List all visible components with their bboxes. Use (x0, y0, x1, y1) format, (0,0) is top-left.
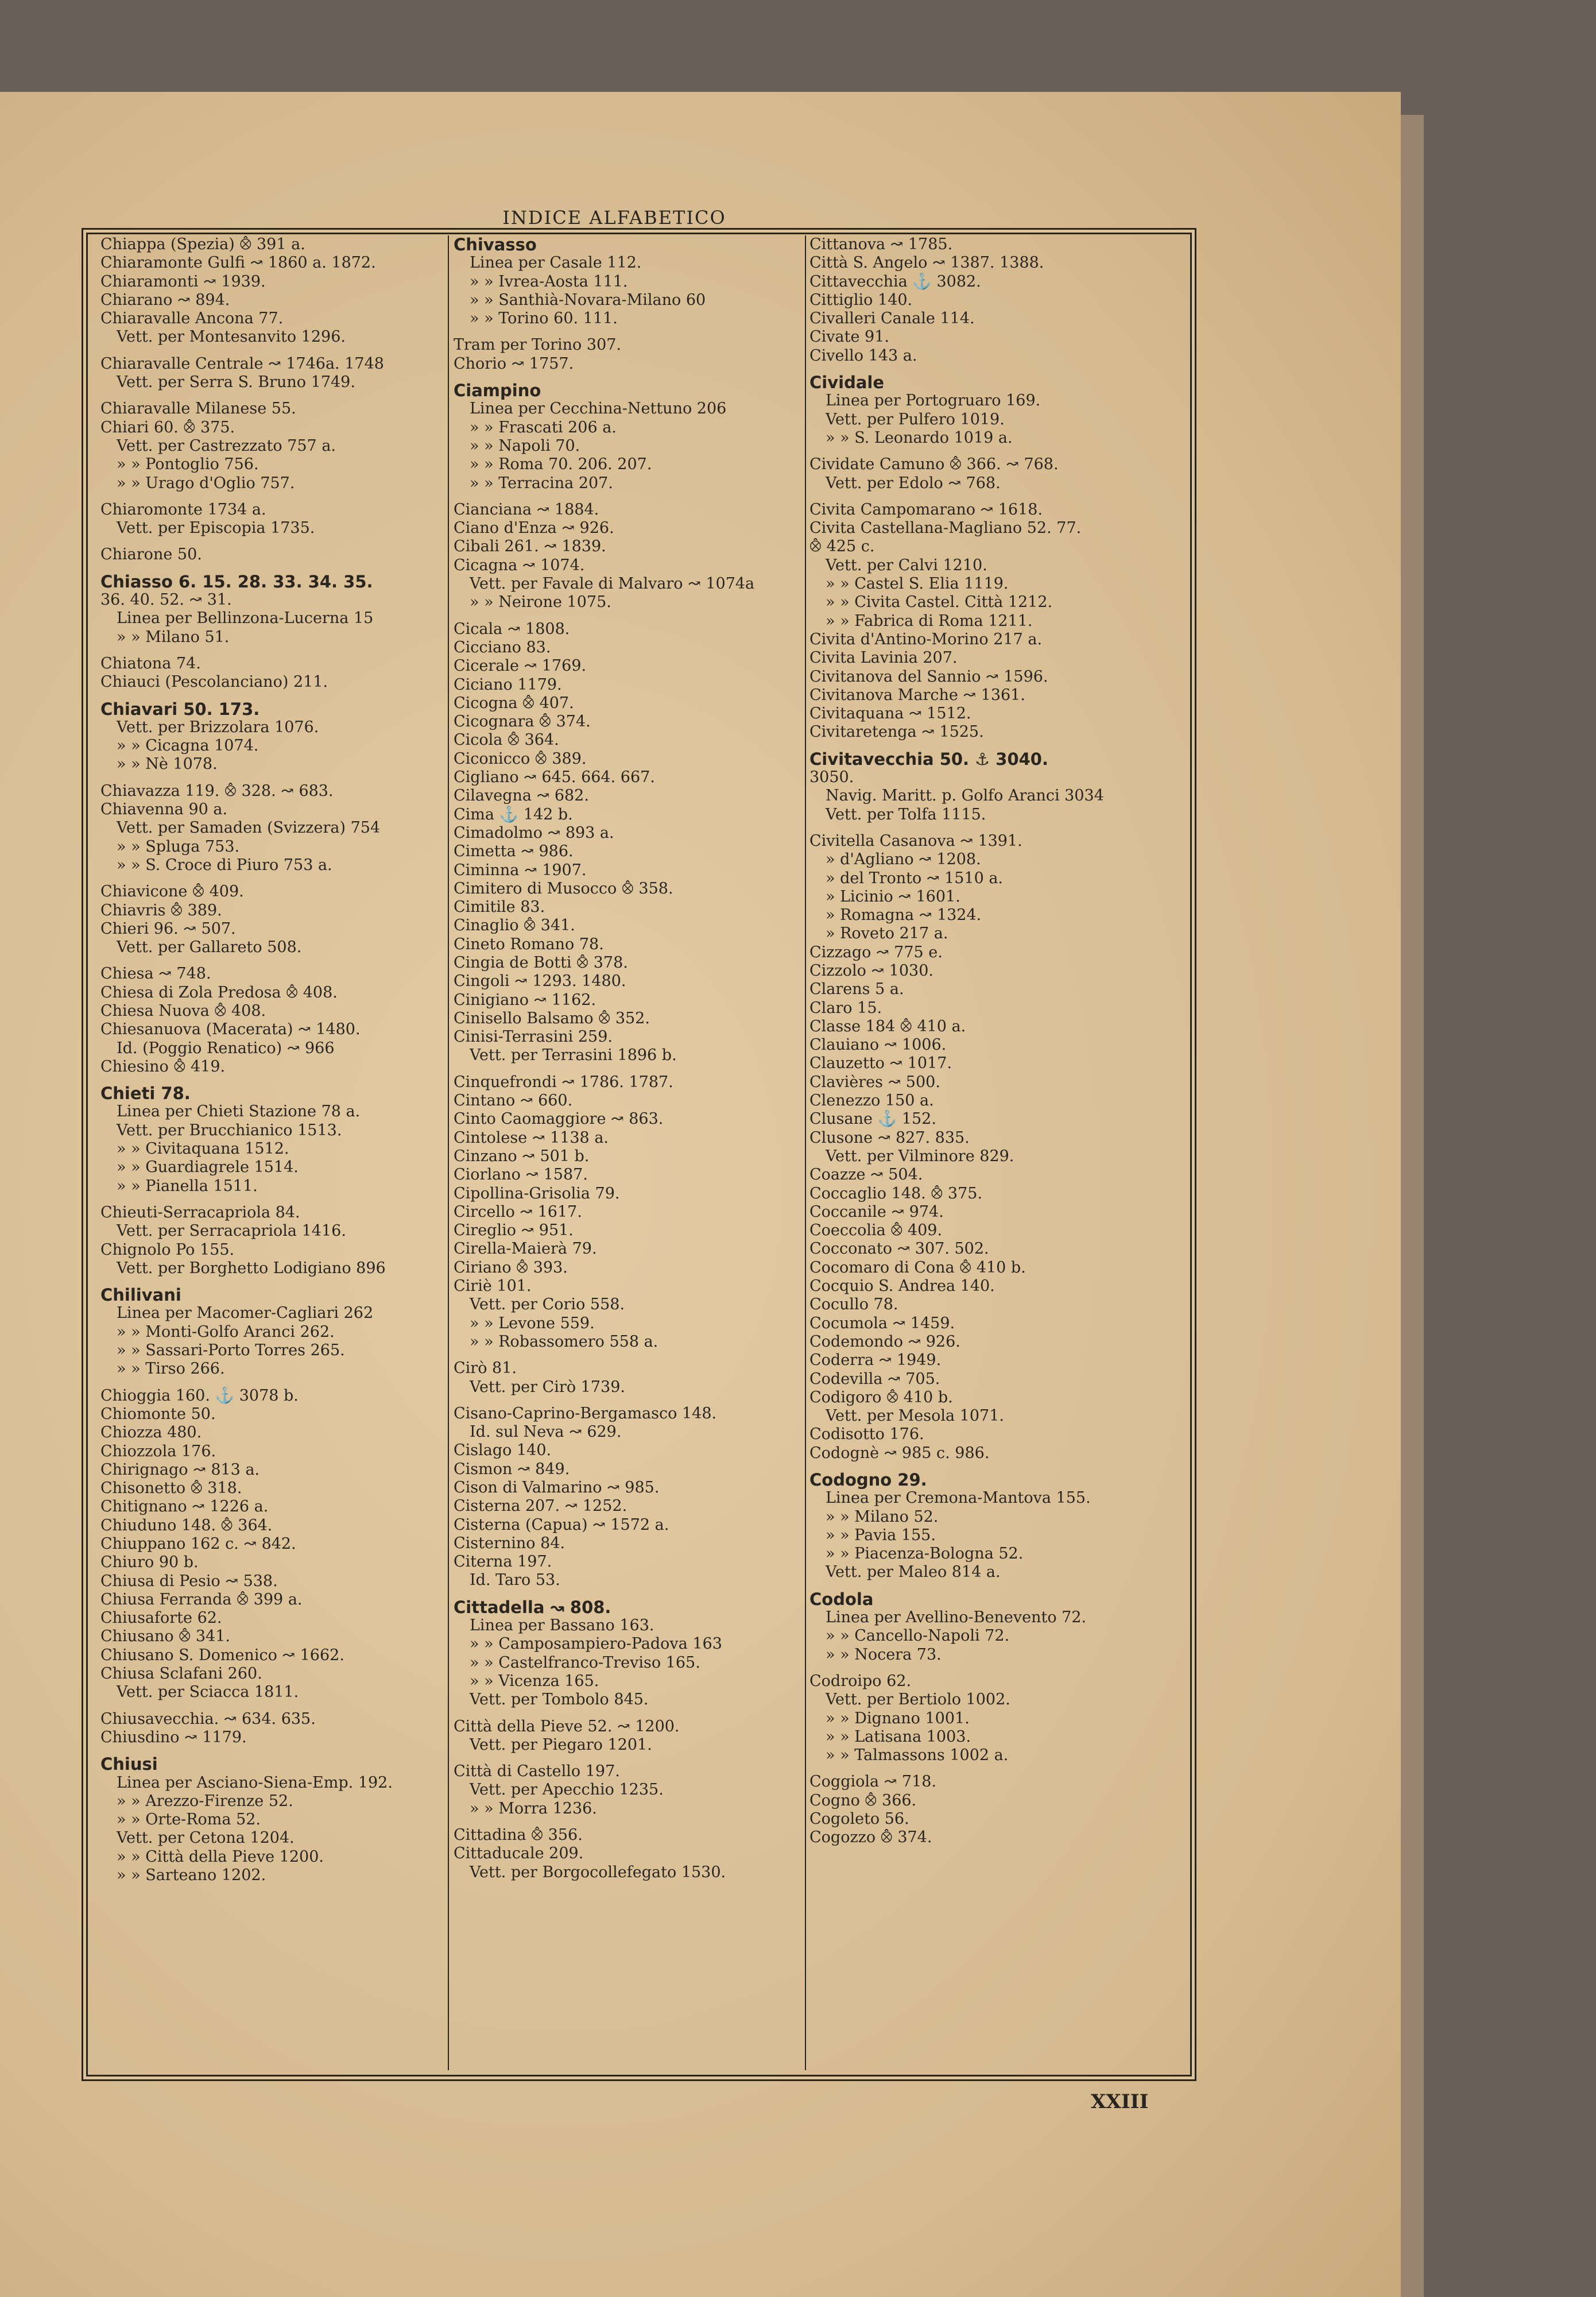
index-entry: Linea per Cecchina-Nettuno 206 (470, 400, 727, 418)
index-entry: Cizzolo ↝ 1030. (809, 961, 933, 980)
index-entry: Cibali 261. ↝ 1839. (454, 537, 606, 556)
index-heading: Chiusi (100, 1754, 158, 1774)
index-entry: Cisterna 207. ↝ 1252. (454, 1497, 627, 1515)
entry-gap (454, 1590, 804, 1598)
entry-gap (100, 347, 445, 355)
page-edge (1401, 115, 1424, 2297)
index-entry: » » Castelfranco-Treviso 165. (470, 1653, 700, 1672)
index-entry: Chieri 96. ↝ 507. (100, 919, 236, 938)
entry-gap (809, 742, 1183, 750)
index-entry: » » Morra 1236. (470, 1799, 597, 1818)
index-entry: Id. Taro 53. (470, 1571, 560, 1590)
index-entry: Chiusano ⨶ 341. (100, 1627, 230, 1646)
index-entry: Cireglio ↝ 951. (454, 1221, 574, 1240)
entry-gap (100, 1747, 445, 1755)
index-entry: Cingoli ↝ 1293. 1480. (454, 972, 626, 991)
index-entry: Vett. per Serracapriola 1416. (117, 1222, 346, 1240)
index-entry: Ciconicco ⨶ 389. (454, 749, 587, 768)
index-entry: Chiusaforte 62. (100, 1609, 222, 1627)
index-entry: » » Piacenza-Bologna 52. (826, 1545, 1024, 1563)
index-entry: Cimitile 83. (454, 898, 545, 917)
index-entry: Cison di Valmarino ↝ 985. (454, 1479, 660, 1496)
index-entry: Coccanile ↝ 974. (809, 1202, 944, 1221)
index-entry: » » Spluga 753. (117, 837, 240, 856)
entry-gap (100, 647, 445, 655)
entry-gap (809, 1765, 1183, 1773)
index-entry: Vett. per Gallareto 508. (117, 938, 302, 957)
index-entry: Civalleri Canale 114. (809, 310, 975, 328)
index-entry: » » Civita Castel. Città 1212. (826, 593, 1053, 612)
index-entry: Chiarone 50. (100, 546, 202, 564)
entry-gap (454, 1351, 804, 1359)
entry-gap (100, 537, 445, 546)
index-entry: Vett. per Favale di Malvaro ↝ 1074a (470, 575, 755, 593)
index-entry: Civitaquana ↝ 1512. (809, 705, 971, 723)
entry-gap (454, 1754, 804, 1762)
index-entry: Città S. Angelo ↝ 1387. 1388. (809, 254, 1044, 272)
index-entry: Clarens 5 a. (809, 980, 904, 999)
index-entry: » » Orte-Roma 52. (117, 1811, 261, 1829)
index-heading: Ciampino (454, 381, 541, 401)
index-entry: Chiomonte 50. (100, 1405, 216, 1423)
index-entry: Chisonetto ⨶ 318. (100, 1479, 242, 1498)
index-entry: Clusone ↝ 827. 835. (809, 1128, 970, 1147)
index-entry: Codigoro ⨶ 410 b. (809, 1388, 953, 1406)
column-rule (805, 235, 806, 2070)
entry-gap (809, 1664, 1183, 1672)
index-entry: » Romagna ↝ 1324. (826, 906, 982, 925)
index-entry: Chiaramonti ↝ 1939. (100, 272, 266, 291)
entry-gap (809, 1582, 1183, 1590)
index-entry: Chiuro 90 b. (100, 1553, 199, 1572)
index-entry: Coazze ↝ 504. (809, 1166, 923, 1184)
index-entry: » » Torino 60. 111. (470, 310, 618, 328)
index-heading: Cividale (809, 373, 885, 393)
entry-gap (100, 1278, 445, 1286)
index-entry: Vett. per Maleo 814 a. (826, 1563, 1001, 1581)
index-entry: » » Frascati 206 a. (470, 418, 617, 436)
index-entry: Cimetta ↝ 986. (454, 842, 574, 861)
entry-gap (100, 774, 445, 782)
index-entry: Cisternino 84. (454, 1534, 565, 1552)
index-entry: Civitaretenga ↝ 1525. (809, 723, 984, 741)
index-entry: Vett. per Montesanvito 1296. (117, 328, 346, 346)
index-entry: Chorio ↝ 1757. (454, 354, 574, 373)
index-entry: Chiarano ↝ 894. (100, 291, 230, 309)
index-entry: Cittiglio 140. (809, 291, 913, 309)
index-entry: » » S. Croce di Piuro 753 a. (117, 856, 332, 874)
index-entry: » » Napoli 70. (470, 436, 580, 455)
index-entry: Chiesino ⨶ 419. (100, 1057, 226, 1076)
index-entry: » » Cicagna 1074. (117, 737, 259, 755)
index-entry: Chiauci (Pescolanciano) 211. (100, 673, 328, 691)
index-entry: Chiusa di Pesio ↝ 538. (100, 1572, 278, 1590)
index-entry: Chiaravalle Ancona 77. (100, 310, 284, 328)
entry-gap (454, 493, 804, 501)
index-entry: Cogno ⨶ 366. (809, 1791, 917, 1809)
index-entry: Vett. per Terrasini 1896 b. (470, 1046, 677, 1065)
index-entry: Vett. per Episcopia 1735. (117, 519, 315, 537)
index-entry: Chioggia 160. ⚓ 3078 b. (100, 1386, 299, 1405)
entry-gap (100, 493, 445, 501)
index-entry: » » Sassari-Porto Torres 265. (117, 1341, 345, 1360)
index-entry: Cintolese ↝ 1138 a. (454, 1128, 609, 1147)
index-entry: Chiaravalle Centrale ↝ 1746a. 1748 (100, 354, 384, 373)
index-entry: Civita Campomarano ↝ 1618. (809, 500, 1043, 519)
index-entry: Chiatona 74. (100, 654, 201, 672)
index-entry: Linea per Avellino-Benevento 72. (826, 1608, 1087, 1627)
index-entry: » » Terracina 207. (470, 474, 613, 492)
index-entry: Vett. per Samaden (Svizzera) 754 (117, 819, 381, 837)
index-entry: » Roveto 217 a. (826, 925, 948, 943)
index-entry: » » S. Leonardo 1019 a. (826, 428, 1013, 447)
entry-gap (100, 957, 445, 965)
index-entry: » » Vicenza 165. (470, 1672, 599, 1690)
index-entry: » » Pavia 155. (826, 1526, 936, 1544)
index-entry: » » Castel S. Elia 1119. (826, 575, 1009, 593)
index-entry: Chiusa Sclafani 260. (100, 1665, 262, 1683)
index-entry: Id. sul Neva ↝ 629. (470, 1423, 622, 1441)
index-entry: Circello ↝ 1617. (454, 1202, 582, 1221)
index-entry: Vett. per Bertiolo 1002. (826, 1691, 1010, 1709)
index-entry: Vett. per Apecchio 1235. (470, 1781, 664, 1799)
index-entry: Coeccolia ⨶ 409. (809, 1221, 943, 1240)
index-entry: Cicogna ⨶ 407. (454, 694, 574, 712)
index-entry: Cittadina ⨶ 356. (454, 1826, 583, 1844)
entry-gap (100, 1702, 445, 1710)
index-entry: Cicciano 83. (454, 638, 551, 656)
index-entry: Linea per Bellinzona-Lucerna 15 (117, 609, 374, 628)
index-entry: Chiaramonte Gulfi ↝ 1860 a. 1872. (100, 254, 376, 272)
index-entry: Cimitero di Musocco ⨶ 358. (454, 879, 673, 898)
index-entry: Vett. per Vilminore 829. (826, 1147, 1014, 1165)
index-entry: » » Nè 1078. (117, 755, 218, 774)
index-entry: Codognè ↝ 985 c. 986. (809, 1444, 990, 1462)
entry-gap (454, 1397, 804, 1405)
index-entry: Vett. per Edolo ↝ 768. (826, 474, 1001, 492)
index-entry: » » Monti-Golfo Aranci 262. (117, 1322, 335, 1341)
index-entry: Vett. per Calvi 1210. (826, 556, 987, 574)
index-entry: Coccaglio 148. ⨶ 375. (809, 1184, 983, 1202)
index-entry: Cocullo 78. (809, 1296, 898, 1314)
entry-gap (454, 612, 804, 620)
index-entry: Linea per Asciano-Siena-Emp. 192. (117, 1773, 393, 1792)
index-entry: Chiavazza 119. ⨶ 328. ↝ 683. (100, 782, 334, 800)
entry-gap (809, 1463, 1183, 1471)
index-entry: Citerna 197. (454, 1553, 552, 1571)
index-entry: Chignolo Po 155. (100, 1240, 235, 1259)
index-entry: Vett. per Mesola 1071. (826, 1407, 1004, 1425)
index-entry: Linea per Bassano 163. (470, 1617, 654, 1635)
index-entry: Cintano ↝ 660. (454, 1092, 573, 1110)
index-entry: Vett. per Serra S. Bruno 1749. (117, 373, 355, 392)
index-entry: » » Camposampiero-Padova 163 (470, 1635, 722, 1653)
index-entry: Civita d'Antino-Morino 217 a. (809, 630, 1043, 648)
index-entry: Vett. per Castrezzato 757 a. (117, 436, 336, 455)
index-entry: Ciorlano ↝ 1587. (454, 1166, 588, 1184)
index-entry: Cicala ↝ 1808. (454, 620, 570, 638)
index-entry: Cicola ⨶ 364. (454, 731, 559, 749)
index-entry: Vett. per Tombolo 845. (470, 1691, 649, 1709)
index-entry: Cima ⚓ 142 b. (454, 805, 573, 823)
index-entry: » » Santhià-Novara-Milano 60 (470, 291, 706, 309)
index-entry: Clauzetto ↝ 1017. (809, 1054, 952, 1073)
index-entry: » » Levone 559. (470, 1314, 595, 1332)
index-entry: Classe 184 ⨶ 410 a. (809, 1017, 966, 1035)
index-entry: ⨶ 425 c. (809, 537, 875, 556)
index-entry: Chiusano S. Domenico ↝ 1662. (100, 1646, 344, 1664)
index-entry: Id. (Poggio Renatico) ↝ 966 (117, 1039, 335, 1057)
entry-gap (100, 1076, 445, 1084)
index-entry: Cirella-Maierà 79. (454, 1240, 597, 1258)
index-entry: Cittanova ↝ 1785. (809, 235, 953, 253)
index-entry: Chieuti-Serracapriola 84. (100, 1203, 300, 1221)
index-entry: Cilavegna ↝ 682. (454, 787, 589, 805)
index-entry: » » Talmassons 1002 a. (826, 1746, 1009, 1765)
index-heading: Codogno 29. (809, 1470, 927, 1490)
entry-gap (454, 1065, 804, 1073)
index-entry: Clenezzo 150 a. (809, 1092, 934, 1110)
entry-gap (100, 875, 445, 883)
entry-gap (809, 365, 1183, 373)
column-rule (448, 235, 449, 2070)
entry-gap (809, 493, 1183, 501)
index-entry: Ciano d'Enza ↝ 926. (454, 519, 614, 537)
index-entry: Cislago 140. (454, 1441, 552, 1460)
index-entry: » » Roma 70. 206. 207. (470, 455, 652, 474)
index-entry: » » Cancello-Napoli 72. (826, 1627, 1010, 1645)
index-heading: Civitavecchia 50. ⚓ 3040. (809, 749, 1048, 769)
index-entry: » » Urago d'Oglio 757. (117, 474, 295, 492)
index-entry: Cinisello Balsamo ⨶ 352. (454, 1009, 650, 1027)
index-entry: » » Pianella 1511. (117, 1177, 258, 1195)
index-entry: Chiusa Ferranda ⨶ 399 a. (100, 1590, 303, 1608)
index-entry: Cinigiano ↝ 1162. (454, 991, 596, 1009)
entry-gap (100, 392, 445, 400)
entry-gap (454, 373, 804, 381)
index-entry: Chitignano ↝ 1226 a. (100, 1498, 269, 1516)
index-entry: Civita Castellana-Magliano 52. 77. (809, 519, 1082, 537)
index-column-2 (454, 235, 804, 2070)
index-entry: Cismon ↝ 849. (454, 1460, 570, 1478)
index-entry: Cicagna ↝ 1074. (454, 556, 585, 574)
index-entry: » » Dignano 1001. (826, 1709, 970, 1727)
entry-gap (100, 1196, 445, 1204)
index-entry: Chiaromonte 1734 a. (100, 500, 266, 519)
index-entry: Cisano-Caprino-Bergamasco 148. (454, 1404, 717, 1422)
index-entry: Linea per Chieti Stazione 78 a. (117, 1103, 361, 1121)
index-entry: Vett. per Brizzolara 1076. (117, 718, 319, 736)
index-entry: Linea per Macomer-Cagliari 262 (117, 1304, 374, 1322)
entry-gap (454, 1818, 804, 1826)
index-entry: Cocumola ↝ 1459. (809, 1314, 955, 1332)
entry-gap (454, 328, 804, 336)
index-entry: » » Neirone 1075. (470, 593, 611, 612)
index-entry: Cogozzo ⨶ 374. (809, 1828, 932, 1847)
index-entry: Chiuppano 162 c. ↝ 842. (100, 1535, 296, 1553)
index-heading: Chivasso (454, 235, 537, 254)
entry-gap (100, 1379, 445, 1387)
index-entry: Linea per Portogruaro 169. (826, 392, 1041, 410)
index-heading: Chieti 78. (100, 1084, 191, 1104)
index-entry: Cocomaro di Cona ⨶ 410 b. (809, 1258, 1026, 1277)
index-entry: Vett. per Corio 558. (470, 1296, 625, 1314)
index-entry: Civitella Casanova ↝ 1391. (809, 832, 1022, 850)
index-entry: Vett. per Cetona 1204. (117, 1829, 295, 1847)
index-entry: » » Pontoglio 756. (117, 455, 259, 474)
index-entry: Chirignago ↝ 813 a. (100, 1460, 260, 1479)
index-entry: Codroipo 62. (809, 1672, 912, 1690)
index-entry: 3050. (809, 768, 854, 787)
entry-gap (809, 824, 1183, 832)
index-entry: Chiesa di Zola Predosa ⨶ 408. (100, 983, 338, 1001)
index-entry: Codemondo ↝ 926. (809, 1332, 960, 1351)
index-entry: Città della Pieve 52. ↝ 1200. (454, 1717, 680, 1735)
index-entry: » » Nocera 73. (826, 1645, 942, 1664)
index-entry: Cividate Camuno ⨶ 366. ↝ 768. (809, 455, 1059, 474)
index-entry: Vett. per Tolfa 1115. (826, 805, 986, 823)
index-entry: Navig. Maritt. p. Golfo Aranci 3034 (826, 787, 1104, 805)
index-heading: Codola (809, 1589, 874, 1609)
index-entry: Civello 143 a. (809, 346, 917, 365)
index-entry: Città di Castello 197. (454, 1762, 620, 1781)
entry-gap (100, 564, 445, 573)
index-column-3 (809, 235, 1183, 2070)
page-number: XXIII (1091, 2090, 1149, 2113)
index-entry: » » Fabrica di Roma 1211. (826, 612, 1033, 630)
index-entry: Vett. per Piegaro 1201. (470, 1735, 652, 1754)
index-entry: Vett. per Pulfero 1019. (826, 410, 1005, 428)
index-entry: Chiesa ↝ 748. (100, 965, 211, 983)
index-heading: Chilivani (100, 1285, 181, 1305)
index-entry: » d'Agliano ↝ 1208. (826, 850, 981, 869)
index-entry: Cianciana ↝ 1884. (454, 500, 599, 519)
index-entry: Civitanova Marche ↝ 1361. (809, 686, 1025, 704)
index-heading: Cittadella ↝ 808. (454, 1597, 611, 1617)
index-entry: Cizzago ↝ 775 e. (809, 943, 943, 961)
index-entry: Cigliano ↝ 645. 664. 667. (454, 768, 655, 787)
index-entry: Civate 91. (809, 328, 889, 346)
index-entry: » » Milano 52. (826, 1507, 939, 1526)
index-entry: » Licinio ↝ 1601. (826, 887, 960, 906)
index-entry: Chiozza 480. (100, 1424, 202, 1442)
index-entry: Linea per Casale 112. (470, 254, 642, 272)
index-entry: Cimadolmo ↝ 893 a. (454, 823, 614, 842)
index-entry: Coderra ↝ 1949. (809, 1351, 942, 1370)
index-entry: » » Civitaquana 1512. (117, 1140, 289, 1158)
index-entry: Codisotto 176. (809, 1425, 924, 1444)
index-entry: » » Arezzo-Firenze 52. (117, 1792, 293, 1810)
index-entry: 36. 40. 52. ↝ 31. (100, 591, 232, 609)
index-entry: Cingia de Botti ⨶ 378. (454, 953, 628, 972)
index-entry: Civitanova del Sannio ↝ 1596. (809, 667, 1048, 686)
index-entry: Cogoleto 56. (809, 1810, 909, 1828)
index-entry: Vett. per Sciacca 1811. (117, 1683, 299, 1702)
index-entry: Cisterna (Capua) ↝ 1572 a. (454, 1515, 669, 1534)
index-entry: » » Tirso 266. (117, 1360, 225, 1378)
index-entry: » » Milano 51. (117, 628, 230, 646)
index-entry: » » Latisana 1003. (826, 1727, 971, 1746)
index-entry: Chiari 60. ⨶ 375. (100, 418, 235, 436)
index-entry: Chiavicone ⨶ 409. (100, 883, 244, 901)
index-heading: Chiavari 50. 173. (100, 699, 260, 719)
index-entry: Vett. per Borghetto Lodigiano 896 (117, 1259, 386, 1277)
index-entry: Coggiola ↝ 718. (809, 1773, 937, 1791)
index-entry: Chiesa Nuova ⨶ 408. (100, 1001, 266, 1020)
index-entry: Cittavecchia ⚓ 3082. (809, 272, 981, 291)
index-entry: Chiesanuova (Macerata) ↝ 1480. (100, 1020, 361, 1039)
index-entry: Chiusdino ↝ 1179. (100, 1728, 247, 1746)
entry-gap (809, 447, 1183, 455)
index-entry: Cirò 81. (454, 1359, 517, 1378)
index-entry: » » Robassomero 558 a. (470, 1332, 658, 1351)
index-entry: Claro 15. (809, 999, 882, 1017)
index-entry: Cinzano ↝ 501 b. (454, 1147, 590, 1165)
index-entry: » » Ivrea-Aosta 111. (470, 272, 628, 291)
index-entry: Ciciano 1179. (454, 675, 562, 694)
index-entry: Ciriano ⨶ 393. (454, 1258, 568, 1277)
index-entry: Chiuduno 148. ⨶ 364. (100, 1516, 273, 1534)
index-entry: Clavières ↝ 500. (809, 1073, 940, 1091)
index-entry: Tram per Torino 307. (454, 336, 622, 354)
index-entry: Cittaducale 209. (454, 1844, 584, 1863)
index-entry: Chiaravalle Milanese 55. (100, 400, 296, 418)
index-heading: Chiasso 6. 15. 28. 33. 34. 35. (100, 571, 373, 591)
index-entry: Clusane ⚓ 152. (809, 1110, 936, 1128)
index-column-1 (100, 235, 445, 2070)
index-entry: Vett. per Borgocollefegato 1530. (470, 1863, 726, 1881)
index-entry: Cocconato ↝ 307. 502. (809, 1240, 989, 1258)
index-entry: Cinaglio ⨶ 341. (454, 917, 575, 935)
index-entry: » del Tronto ↝ 1510 a. (826, 869, 1004, 887)
index-entry: Chiusavecchia. ↝ 634. 635. (100, 1710, 316, 1728)
index-entry: Civita Lavinia 207. (809, 649, 958, 667)
index-entry: Chiappa (Spezia) ⨶ 391 a. (100, 235, 305, 253)
index-entry: Vett. per Brucchianico 1513. (117, 1121, 342, 1139)
index-entry: Codevilla ↝ 705. (809, 1370, 940, 1388)
index-entry: Ciriè 101. (454, 1277, 532, 1296)
index-entry: » » Sarteano 1202. (117, 1866, 266, 1885)
index-entry: Clauiano ↝ 1006. (809, 1036, 947, 1054)
index-entry: » » Città della Pieve 1200. (117, 1847, 324, 1866)
index-entry: » » Guardiagrele 1514. (117, 1158, 299, 1177)
entry-gap (454, 1710, 804, 1718)
entry-gap (100, 692, 445, 700)
index-entry: Linea per Cremona-Mantova 155. (826, 1489, 1091, 1507)
index-entry: Cinquefrondi ↝ 1786. 1787. (454, 1073, 673, 1091)
index-entry: Cicognara ⨶ 374. (454, 713, 591, 731)
index-entry: Ciminna ↝ 1907. (454, 861, 587, 879)
index-entry: Chiavenna 90 a. (100, 801, 228, 819)
index-entry: Chiavris ⨶ 389. (100, 901, 222, 919)
index-entry: Cineto Romano 78. (454, 935, 604, 953)
index-entry: Chiozzola 176. (100, 1442, 216, 1460)
index-entry: Cinisi-Terrasini 259. (454, 1028, 613, 1046)
page-header: INDICE ALFABETICO (502, 207, 726, 229)
index-entry: Cocquio S. Andrea 140. (809, 1277, 995, 1296)
index-entry: Cicerale ↝ 1769. (454, 657, 587, 675)
index-entry: Vett. per Cirò 1739. (470, 1378, 625, 1396)
index-entry: Cinto Caomaggiore ↝ 863. (454, 1110, 664, 1128)
index-entry: Cipollina-Grisolia 79. (454, 1184, 620, 1202)
